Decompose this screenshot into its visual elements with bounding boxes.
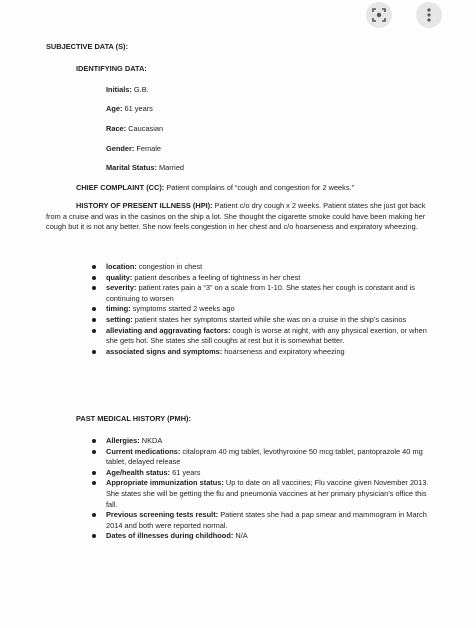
list-item: Dates of illnesses during childhood: N/A <box>106 531 434 542</box>
list-item: Allergies: NKDA <box>106 436 434 447</box>
race-label: Race: <box>106 124 127 133</box>
list-item: Current medications: citalopram 40 mg tablet, levothyroxine 50 mcg tablet, pantoprazole 40 mg tablet, delayed release <box>106 447 434 468</box>
list-item: Previous screening tests result: Patient states she had a pap smear and mammogram in March 2014 and both were reported normal. <box>106 510 434 531</box>
lens-search-button[interactable] <box>366 2 392 28</box>
subjective-heading: SUBJECTIVE DATA (S): <box>46 42 128 51</box>
gender-value: Female <box>134 144 162 153</box>
age-value: 61 years <box>122 104 153 113</box>
marital-value: Married <box>156 163 185 172</box>
list-item: setting: patient states her symptoms started while she was on a cruise in the ship’s casinos <box>106 315 430 326</box>
cc-label: CHIEF COMPLAINT (CC): <box>76 183 165 192</box>
list-item: Age/health status: 61 years <box>106 468 434 479</box>
list-item: timing: symptoms started 2 weeks ago <box>106 304 430 315</box>
vertical-ellipsis-icon <box>426 7 432 23</box>
hpi-label: HISTORY OF PRESENT ILLNESS (HPI): <box>76 201 213 210</box>
initials-row <box>106 85 149 96</box>
gender-row <box>106 144 161 155</box>
initials-value: G.B. <box>131 85 149 94</box>
age-row <box>106 104 153 115</box>
lens-search-icon <box>372 8 386 22</box>
more-options-button[interactable] <box>416 2 442 28</box>
list-item: associated signs and symptoms: hoarseness and expiratory wheezing <box>106 347 430 358</box>
list-item: severity: patient rates pain a “3” on a scale from 1-10. She states her cough is constant and is continuing to worsen <box>106 283 430 304</box>
marital-row <box>106 163 184 174</box>
race-value: Caucasian <box>126 124 164 133</box>
list-item: quality: patient describes a feeling of tightness in her chest <box>106 273 430 284</box>
hpi-list <box>106 262 430 357</box>
pmh-list <box>106 436 434 542</box>
age-label: Age: <box>106 104 123 113</box>
initials-label: Initials: <box>106 85 132 94</box>
race-row <box>106 124 163 135</box>
list-item: location: congestion in chest <box>106 262 430 273</box>
hpi-paragraph <box>46 201 432 233</box>
marital-label: Marital Status: <box>106 163 157 172</box>
chief-complaint <box>76 183 446 194</box>
identifying-heading: IDENTIFYING DATA: <box>76 64 147 73</box>
list-item: Appropriate immunization status: Up to date on all vaccines; Flu vaccine given November 2013. She states she will be getting the flu and pneumonia vaccines at her primary physician’s office this fall. <box>106 478 434 510</box>
pmh-heading: PAST MEDICAL HISTORY (PMH): <box>76 414 191 423</box>
cc-text: Patient complains of “cough and congestion for 2 weeks.” <box>164 183 355 192</box>
list-item: alleviating and aggravating factors: cough is worse at night, with any physical exertion, or when she gets hot. She states she still coughs at rest but it is somewhat better. <box>106 326 430 347</box>
gender-label: Gender: <box>106 144 135 153</box>
hpi-text: Patient c/o dry cough x 2 weeks. Patient states she just got back from a cruise and was in the casinos on the ship a lot. She thought the cigarette smoke could have been making her cough but it is not any better. She now feels congestion in her chest and c/o hoarseness and expiratory wheezing. <box>46 201 426 232</box>
